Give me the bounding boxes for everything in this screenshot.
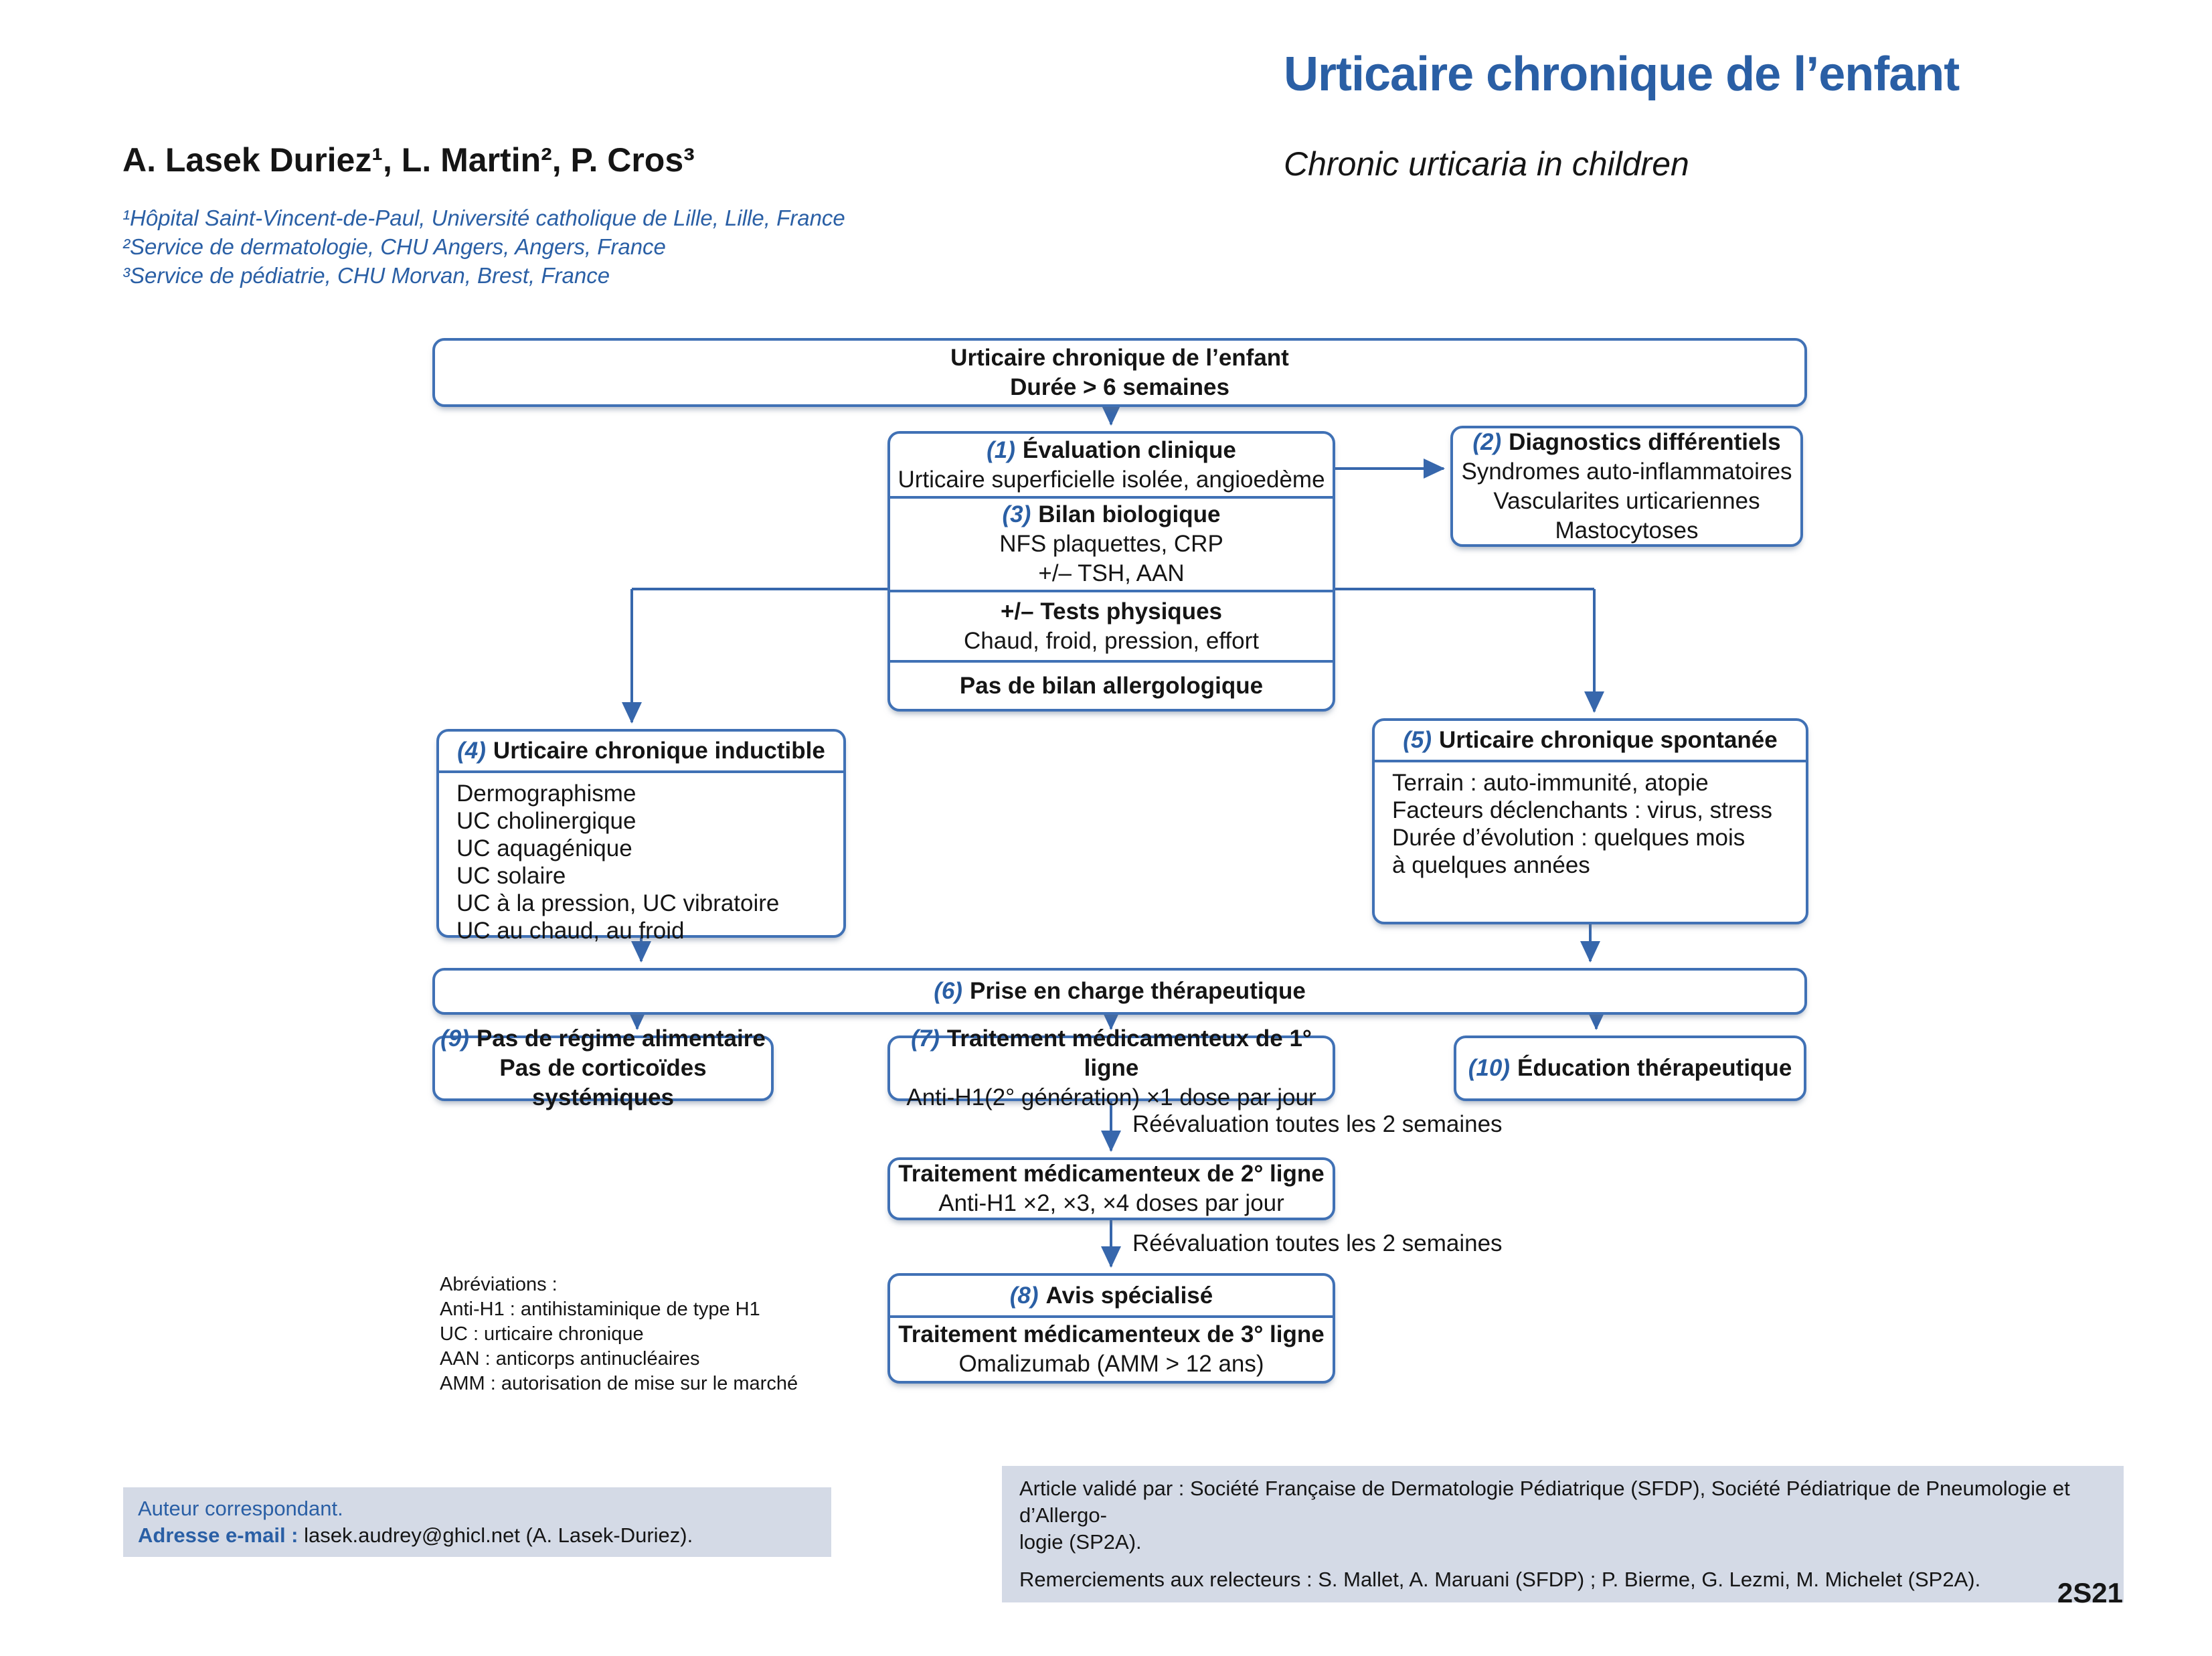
- box-body: Anti-H1(2° génération) ×1 dose par jour: [906, 1084, 1316, 1110]
- box-body: Anti-H1 ×2, ×3, ×4 doses par jour: [938, 1190, 1284, 1216]
- step-number: (2): [1472, 428, 1502, 455]
- box-title: Prise en charge thérapeutique: [969, 978, 1306, 1004]
- specialist-advice-box: [887, 1273, 1335, 1384]
- management-box: [432, 968, 1807, 1015]
- page-title: Urticaire chronique de l’enfant: [1284, 48, 1960, 101]
- box-title: Diagnostics différentiels: [1509, 428, 1781, 455]
- list-item: Durée d’évolution : quelques mois: [1392, 825, 1746, 851]
- step-number: (6): [934, 978, 962, 1004]
- start-box-line2: Durée > 6 semaines: [1010, 374, 1229, 400]
- abbreviation-line: Abréviations :: [440, 1274, 558, 1295]
- box-title: Traitement médicamenteux de 2° ligne: [898, 1161, 1325, 1187]
- correspondent-panel: [123, 1487, 831, 1557]
- reassessment-label-2: Réévaluation toutes les 2 semaines: [1132, 1230, 1503, 1256]
- section-title: Évaluation clinique: [1022, 436, 1236, 463]
- section-body: Chaud, froid, pression, effort: [964, 627, 1259, 654]
- abbreviation-line: AMM : autorisation de mise sur le marché: [440, 1373, 798, 1394]
- abbreviations-note: [440, 1272, 798, 1396]
- abbreviation-line: AAN : anticorps antinucléaires: [440, 1348, 700, 1370]
- start-box: [432, 338, 1807, 407]
- step-number: (10): [1468, 1055, 1510, 1081]
- spontaneous-urticaria-list: [1375, 762, 1806, 879]
- box-body: Syndromes auto-inflammatoires: [1461, 458, 1792, 485]
- clinical-evaluation-section: [890, 434, 1333, 499]
- step-number: (7): [911, 1025, 940, 1052]
- section-body: Omalizumab (AMM > 12 ans): [958, 1351, 1264, 1377]
- abbreviation-line: Anti-H1 : antihistaminique de type H1: [440, 1299, 760, 1320]
- box-body: Mastocytoses: [1555, 517, 1699, 544]
- inducible-urticaria-box: [436, 729, 846, 944]
- step-number: (3): [1002, 501, 1031, 527]
- step-number: (4): [457, 738, 486, 764]
- section-title: +/– Tests physiques: [1000, 598, 1222, 625]
- section-title: Bilan biologique: [1038, 501, 1221, 527]
- abbreviation-line: UC : urticaire chronique: [440, 1323, 644, 1345]
- list-item: UC cholinergique: [456, 808, 636, 834]
- no-diet-box: [432, 1025, 774, 1110]
- section-title: Traitement médicamenteux de 3° ligne: [898, 1321, 1325, 1347]
- list-item: Terrain : auto-immunité, atopie: [1392, 770, 1709, 796]
- list-item: Dermographisme: [456, 780, 636, 807]
- list-item: UC au chaud, au froid: [456, 918, 685, 944]
- physical-tests-section: [890, 592, 1333, 663]
- step-number: (8): [1009, 1282, 1039, 1309]
- reassessment-label-1: Réévaluation toutes les 2 semaines: [1132, 1111, 1503, 1137]
- second-line-treatment-box: [887, 1157, 1335, 1220]
- box-body: Vascularites urticariennes: [1493, 487, 1760, 514]
- no-allergy-workup-section: [890, 663, 1333, 709]
- box-title: Éducation thérapeutique: [1517, 1055, 1792, 1081]
- differential-diagnoses-box: [1450, 426, 1803, 547]
- start-box-line1: Urticaire chronique de l’enfant: [950, 344, 1289, 371]
- authors-line: A. Lasek Duriez¹, L. Martin², P. Cros³: [122, 141, 695, 179]
- inducible-urticaria-list: [439, 773, 843, 944]
- section-body: Urticaire superficielle isolée, angioedème: [898, 466, 1325, 493]
- box-title: Urticaire chronique spontanée: [1439, 727, 1778, 753]
- correspondent-label: Auteur correspondant.: [138, 1497, 343, 1520]
- box-title: Traitement médicamenteux de 1° ligne: [946, 1025, 1312, 1081]
- list-item: UC solaire: [456, 863, 566, 889]
- box-body: Pas de corticoïdes systémiques: [499, 1055, 707, 1110]
- step-number: (1): [987, 436, 1015, 463]
- section-title: Pas de bilan allergologique: [959, 672, 1264, 699]
- email-label: Adresse e-mail :: [138, 1523, 299, 1547]
- acknowledgements-line: Remerciements aux relecteurs : S. Mallet, A. Maruani (SFDP) ; P. Bierme, G. Lezmi, M. Michelet (SP2A).: [1019, 1568, 1981, 1591]
- validation-line: Article validé par : Société Française de Dermatologie Pédiatrique (SFDP), Société Pédiatrique de Pneumologie et d’Allergo-: [1019, 1477, 2070, 1527]
- list-item: UC aquagénique: [456, 835, 632, 861]
- affiliation-line: ¹Hôpital Saint-Vincent-de-Paul, Université catholique de Lille, Lille, France: [122, 205, 845, 230]
- step-number: (9): [440, 1025, 469, 1052]
- spontaneous-urticaria-box: [1372, 718, 1808, 924]
- email-value: lasek.audrey@ghicl.net (A. Lasek-Duriez).: [304, 1523, 693, 1547]
- step-number: (5): [1403, 727, 1432, 753]
- first-line-treatment-box: [887, 1025, 1335, 1110]
- list-item: Facteurs déclenchants : virus, stress: [1392, 797, 1772, 823]
- evaluation-column: [887, 431, 1335, 712]
- page-number: 2S21: [2057, 1577, 2123, 1608]
- section-body: +/– TSH, AAN: [1038, 560, 1185, 586]
- affiliation-line: ³Service de pédiatrie, CHU Morvan, Brest, France: [122, 263, 610, 288]
- education-box: [1454, 1036, 1806, 1101]
- validation-panel: [1002, 1466, 2124, 1602]
- validation-line: logie (SP2A).: [1019, 1530, 1142, 1554]
- affiliation-line: ²Service de dermatologie, CHU Angers, Angers, France: [122, 234, 666, 259]
- page-subtitle: Chronic urticaria in children: [1284, 145, 1689, 183]
- box-title: Avis spécialisé: [1045, 1282, 1213, 1309]
- biological-workup-section: [890, 499, 1333, 592]
- third-line-treatment-section: [890, 1318, 1333, 1381]
- section-body: NFS plaquettes, CRP: [999, 531, 1223, 557]
- list-item: à quelques années: [1392, 852, 1590, 878]
- box-title: Urticaire chronique inductible: [493, 738, 825, 764]
- list-item: UC à la pression, UC vibratoire: [456, 890, 780, 916]
- box-title: Pas de régime alimentaire: [476, 1025, 766, 1052]
